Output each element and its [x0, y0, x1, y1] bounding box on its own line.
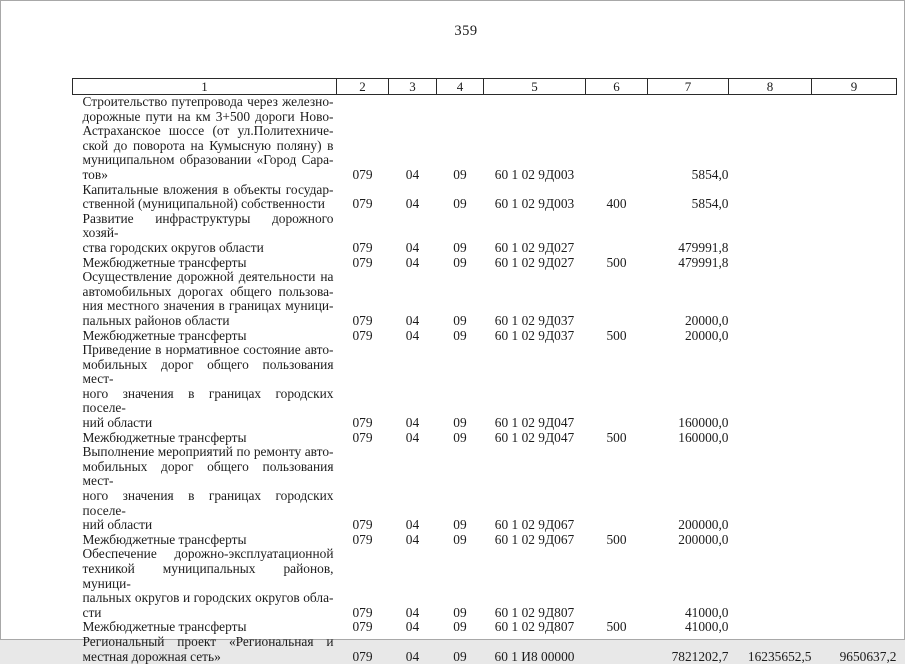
- column-header-7: 7: [648, 79, 729, 95]
- row-cell-col6: [586, 445, 648, 533]
- row-name-line: Выполнение мероприятий по ремонту авто-: [83, 445, 334, 460]
- row-cell-col8: [729, 329, 812, 344]
- row-cell-col8: [729, 620, 812, 635]
- row-cell-col3: 04: [389, 431, 437, 446]
- row-name-line: ний области: [83, 416, 334, 431]
- row-cell-col4: 09: [437, 533, 484, 548]
- budget-table: [72, 78, 897, 664]
- row-name-line: дорожные пути на км 3+500 дороги Ново-: [83, 110, 334, 125]
- row-cell-col9: [812, 445, 897, 533]
- row-cell-col5: 60 1 02 9Д003: [484, 95, 586, 183]
- row-cell-col8: [729, 445, 812, 533]
- column-header-6: 6: [586, 79, 648, 95]
- row-cell-col2: 079: [337, 547, 389, 620]
- row-cell-col8: [729, 343, 812, 431]
- row-cell-col8: [729, 256, 812, 271]
- row-name-line: ственной (муниципальной) собственности: [83, 197, 334, 212]
- row-cell-col5: 60 1 02 9Д027: [484, 212, 586, 256]
- row-name-line: Осуществление дорожной деятельности на: [83, 270, 334, 285]
- row-cell-col2: 079: [337, 620, 389, 635]
- row-cell-col9: [812, 270, 897, 328]
- row-cell-col4: 09: [437, 256, 484, 271]
- row-name: [73, 547, 337, 620]
- row-cell-col5: 60 1 02 9Д067: [484, 445, 586, 533]
- row-name-line: тов»: [83, 168, 334, 183]
- row-cell-col7: 479991,8: [648, 256, 729, 271]
- row-cell-col6: 500: [586, 329, 648, 344]
- row-cell-col2: 079: [337, 212, 389, 256]
- row-cell-col7: 41000,0: [648, 547, 729, 620]
- row-name: [73, 620, 337, 635]
- row-cell-col9: [812, 212, 897, 256]
- row-cell-col5: 60 1 И8 00000: [484, 635, 586, 664]
- row-cell-col6: [586, 270, 648, 328]
- column-header-5: 5: [484, 79, 586, 95]
- row-name-line: ства городских округов области: [83, 241, 334, 256]
- row-name-line: ской до поворота на Кумысную поляну) в: [83, 139, 334, 154]
- row-name-line: пальных округов и городских округов обла-: [83, 591, 334, 606]
- row-cell-col6: 400: [586, 183, 648, 212]
- row-name-line: Капитальные вложения в объекты государ-: [83, 183, 334, 198]
- row-cell-col3: 04: [389, 533, 437, 548]
- row-name-line: автомобильных дорогах общего пользова-: [83, 285, 334, 300]
- table-row: [73, 445, 897, 533]
- row-cell-col3: 04: [389, 343, 437, 431]
- row-cell-col6: [586, 95, 648, 183]
- row-cell-col3: 04: [389, 635, 437, 664]
- column-header-2: 2: [337, 79, 389, 95]
- row-cell-col8: [729, 431, 812, 446]
- row-cell-col9: [812, 95, 897, 183]
- row-name: [73, 445, 337, 533]
- row-name-line: мобильных дорог общего пользования мест-: [83, 460, 334, 489]
- row-name-line: Региональный проект «Региональная и: [83, 635, 334, 650]
- row-cell-col5: 60 1 02 9Д003: [484, 183, 586, 212]
- row-cell-col3: 04: [389, 445, 437, 533]
- row-cell-col5: 60 1 02 9Д037: [484, 270, 586, 328]
- table-row: [73, 533, 897, 548]
- row-cell-col9: 9650637,2: [812, 635, 897, 664]
- row-cell-col6: [586, 343, 648, 431]
- row-cell-col3: 04: [389, 183, 437, 212]
- row-cell-col8: [729, 183, 812, 212]
- row-cell-col4: 09: [437, 547, 484, 620]
- table-row: [73, 270, 897, 328]
- row-cell-col7: 5854,0: [648, 183, 729, 212]
- column-header-9: 9: [812, 79, 897, 95]
- column-header-1: 1: [73, 79, 337, 95]
- table-row: [73, 635, 897, 664]
- row-cell-col7: 160000,0: [648, 343, 729, 431]
- row-name-line: муниципальном образовании «Город Сара-: [83, 153, 334, 168]
- row-cell-col9: [812, 533, 897, 548]
- row-name-line: Приведение в нормативное состояние авто-: [83, 343, 334, 358]
- row-cell-col7: 160000,0: [648, 431, 729, 446]
- row-cell-col9: [812, 620, 897, 635]
- table-row: [73, 431, 897, 446]
- row-cell-col3: 04: [389, 95, 437, 183]
- row-cell-col2: 079: [337, 270, 389, 328]
- row-cell-col2: 079: [337, 533, 389, 548]
- row-cell-col6: 500: [586, 533, 648, 548]
- table-row: [73, 329, 897, 344]
- row-cell-col8: [729, 533, 812, 548]
- row-name: [73, 635, 337, 664]
- row-cell-col7: 41000,0: [648, 620, 729, 635]
- row-cell-col4: 09: [437, 183, 484, 212]
- row-cell-col4: 09: [437, 431, 484, 446]
- row-cell-col4: 09: [437, 445, 484, 533]
- row-cell-col7: 7821202,7: [648, 635, 729, 664]
- row-cell-col8: [729, 547, 812, 620]
- table-row: [73, 547, 897, 620]
- row-name-line: техникой муниципальных районов, муници-: [83, 562, 334, 591]
- row-cell-col5: 60 1 02 9Д047: [484, 431, 586, 446]
- row-name: [73, 431, 337, 446]
- table-row: [73, 256, 897, 271]
- row-name: [73, 183, 337, 212]
- row-cell-col4: 09: [437, 270, 484, 328]
- row-name-line: Межбюджетные трансферты: [83, 256, 334, 271]
- row-cell-col9: [812, 431, 897, 446]
- row-cell-col4: 09: [437, 635, 484, 664]
- row-cell-col9: [812, 256, 897, 271]
- table-row: [73, 212, 897, 256]
- row-name-line: местная дорожная сеть»: [83, 650, 334, 664]
- row-cell-col9: [812, 547, 897, 620]
- row-cell-col2: 079: [337, 431, 389, 446]
- row-cell-col5: 60 1 02 9Д027: [484, 256, 586, 271]
- row-name-line: мобильных дорог общего пользования мест-: [83, 358, 334, 387]
- row-name-line: сти: [83, 606, 334, 621]
- row-cell-col3: 04: [389, 547, 437, 620]
- row-name-line: ний области: [83, 518, 334, 533]
- row-cell-col2: 079: [337, 183, 389, 212]
- row-name: [73, 95, 337, 183]
- row-name-line: Обеспечение дорожно-эксплуатационной: [83, 547, 334, 562]
- table-row: [73, 343, 897, 431]
- row-cell-col4: 09: [437, 212, 484, 256]
- row-cell-col7: 20000,0: [648, 270, 729, 328]
- row-name: [73, 533, 337, 548]
- row-name: [73, 256, 337, 271]
- row-name-line: Межбюджетные трансферты: [83, 329, 334, 344]
- row-cell-col8: [729, 212, 812, 256]
- row-cell-col6: [586, 635, 648, 664]
- row-name-line: Астраханское шоссе (от ул.Политехниче-: [83, 124, 334, 139]
- row-cell-col6: [586, 212, 648, 256]
- row-cell-col5: 60 1 02 9Д807: [484, 620, 586, 635]
- row-cell-col7: 5854,0: [648, 95, 729, 183]
- row-cell-col7: 479991,8: [648, 212, 729, 256]
- row-cell-col4: 09: [437, 343, 484, 431]
- row-name-line: Развитие инфраструктуры дорожного хозяй-: [83, 212, 334, 241]
- row-cell-col2: 079: [337, 445, 389, 533]
- row-cell-col3: 04: [389, 212, 437, 256]
- row-cell-col7: 200000,0: [648, 445, 729, 533]
- table-row: [73, 183, 897, 212]
- row-cell-col2: 079: [337, 343, 389, 431]
- row-cell-col6: 500: [586, 431, 648, 446]
- column-header-4: 4: [437, 79, 484, 95]
- row-cell-col3: 04: [389, 270, 437, 328]
- row-cell-col8: [729, 95, 812, 183]
- row-name-line: ного значения в границах городских поселе-: [83, 489, 334, 518]
- row-cell-col6: [586, 547, 648, 620]
- table-row: [73, 620, 897, 635]
- row-cell-col3: 04: [389, 329, 437, 344]
- row-cell-col4: 09: [437, 95, 484, 183]
- row-cell-col6: 500: [586, 620, 648, 635]
- row-cell-col4: 09: [437, 620, 484, 635]
- row-cell-col4: 09: [437, 329, 484, 344]
- row-name-line: ного значения в границах городских поселе-: [83, 387, 334, 416]
- row-name-line: Строительство путепровода через железно-: [83, 95, 334, 110]
- row-cell-col9: [812, 329, 897, 344]
- row-cell-col2: 079: [337, 329, 389, 344]
- row-cell-col2: 079: [337, 635, 389, 664]
- row-cell-col5: 60 1 02 9Д047: [484, 343, 586, 431]
- row-cell-col2: 079: [337, 95, 389, 183]
- row-name-line: ния местного значения в границах муници-: [83, 299, 334, 314]
- row-cell-col9: [812, 343, 897, 431]
- row-name-line: Межбюджетные трансферты: [83, 533, 334, 548]
- row-cell-col3: 04: [389, 620, 437, 635]
- row-cell-col5: 60 1 02 9Д067: [484, 533, 586, 548]
- column-header-3: 3: [389, 79, 437, 95]
- row-cell-col6: 500: [586, 256, 648, 271]
- row-name: [73, 329, 337, 344]
- table-header-row: [73, 79, 897, 95]
- row-name: [73, 343, 337, 431]
- row-cell-col8: 16235652,5: [729, 635, 812, 664]
- row-name-line: Межбюджетные трансферты: [83, 431, 334, 446]
- column-header-8: 8: [729, 79, 812, 95]
- row-cell-col5: 60 1 02 9Д037: [484, 329, 586, 344]
- row-name-line: Межбюджетные трансферты: [83, 620, 334, 635]
- row-name-line: пальных районов области: [83, 314, 334, 329]
- row-cell-col7: 200000,0: [648, 533, 729, 548]
- page-number: 359: [1, 23, 904, 40]
- row-cell-col2: 079: [337, 256, 389, 271]
- table-body: [73, 95, 897, 664]
- row-name: [73, 212, 337, 256]
- row-cell-col9: [812, 183, 897, 212]
- table-row: [73, 95, 897, 183]
- row-cell-col3: 04: [389, 256, 437, 271]
- row-cell-col7: 20000,0: [648, 329, 729, 344]
- row-name: [73, 270, 337, 328]
- row-cell-col8: [729, 270, 812, 328]
- row-cell-col5: 60 1 02 9Д807: [484, 547, 586, 620]
